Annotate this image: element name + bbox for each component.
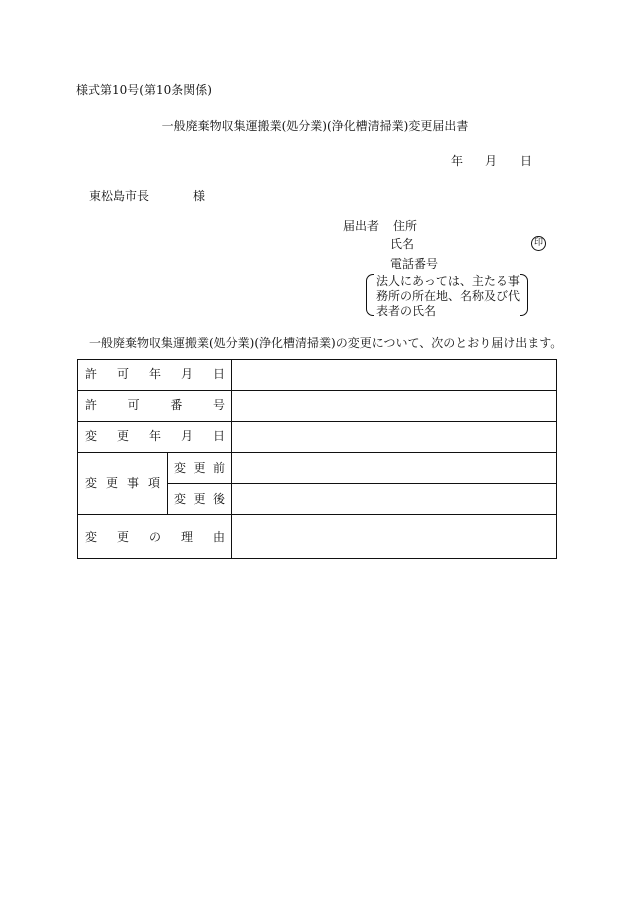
corporate-note-line: 表者の氏名 xyxy=(376,304,437,318)
corporate-note xyxy=(366,272,528,318)
address-label: 住所 xyxy=(393,219,418,233)
change-date-label: 変 更 年 月 日 xyxy=(85,429,225,443)
intro-text: 一般廃棄物収集運搬業(処分業)(浄化槽清掃業)の変更について、次のとおり届け出ます。 xyxy=(89,336,563,350)
phone-label: 電話番号 xyxy=(390,257,439,271)
document-title: 一般廃棄物収集運搬業(処分業)(浄化槽清掃業)変更届出書 xyxy=(161,119,469,133)
addressee-name: 東松島市長 xyxy=(89,189,150,203)
before-change-field[interactable] xyxy=(232,453,556,483)
before-change-label: 変 更 前 xyxy=(174,461,225,475)
change-date-field[interactable] xyxy=(232,422,556,452)
corporate-note-line: 法人にあっては、主たる事 xyxy=(376,274,520,288)
date-month-label: 月 xyxy=(485,154,498,168)
applicant-label: 届出者 xyxy=(343,219,380,233)
seal-mark: 印 xyxy=(531,236,546,251)
permit-date-label: 許 可 年 月 日 xyxy=(85,367,225,381)
change-reason-field[interactable] xyxy=(232,515,556,558)
left-bracket xyxy=(366,274,374,316)
permit-number-label: 許 可 番 号 xyxy=(85,398,225,412)
addressee-honorific: 様 xyxy=(193,189,206,203)
change-reason-label: 変 更 の 理 由 xyxy=(85,530,225,544)
date-day-label: 日 xyxy=(520,154,533,168)
name-label: 氏名 xyxy=(390,237,415,251)
corporate-note-line: 務所の所在地、名称及び代 xyxy=(376,289,521,303)
right-bracket xyxy=(520,274,528,316)
form-number: 様式第10号(第10条関係) xyxy=(76,83,212,97)
after-change-field[interactable] xyxy=(232,484,556,514)
permit-date-field[interactable] xyxy=(232,360,556,390)
date-year-label: 年 xyxy=(451,154,464,168)
form-table xyxy=(77,359,557,559)
change-items-label: 変 更 事 項 xyxy=(85,476,160,490)
after-change-label: 変 更 後 xyxy=(174,492,225,506)
permit-number-field[interactable] xyxy=(232,391,556,421)
